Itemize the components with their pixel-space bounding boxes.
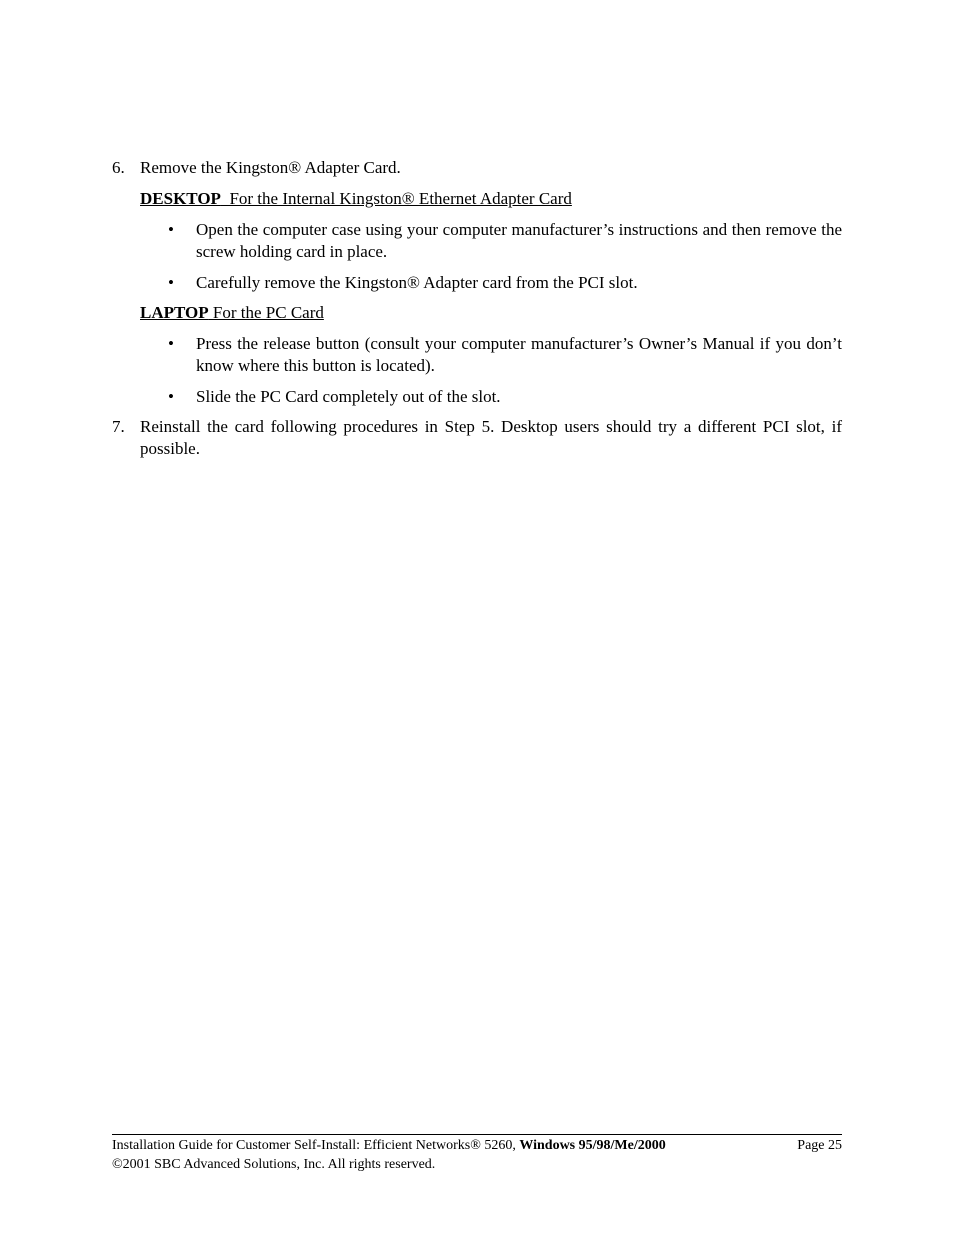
laptop-bullet-2 [168,386,842,408]
bullet-icon: • [168,220,174,239]
bullet-text: Press the release button (consult your computer manufacturer’s Owner’s Manual if you don’t know where this button is located). [196,334,842,375]
laptop-bullet-1 [168,333,842,377]
step-7 [112,416,842,460]
laptop-label: LAPTOP [140,303,209,322]
footer-guide-title [112,1136,666,1155]
bullet-text: Open the computer case using your computer manufacturer’s instructions and then remove the screw holding card in place. [196,220,842,261]
step-number: 6. [112,158,125,177]
desktop-title: For the Internal Kingston® Ethernet Adapter Card [220,189,572,208]
desktop-subheading [140,188,572,210]
footer-os-text: Windows 95/98/Me/2000 [519,1138,666,1153]
step-text: Reinstall the card following procedures in Step 5. Desktop users should try a different PCI slot, if possible. [140,417,842,458]
step-number: 7. [112,417,125,436]
bullet-icon: • [168,334,174,353]
desktop-bullet-2 [168,272,842,294]
bullet-text: Carefully remove the Kingston® Adapter card from the PCI slot. [196,273,638,292]
step-text: Remove the Kingston® Adapter Card. [140,158,401,177]
laptop-title: For the PC Card [208,303,324,322]
page-number: Page 25 [797,1138,842,1153]
footer-copyright: ©2001 SBC Advanced Solutions, Inc. All rights reserved. [112,1157,436,1172]
bullet-icon: • [168,273,174,292]
desktop-bullet-1 [168,219,842,263]
step-6 [112,157,842,179]
desktop-label: DESKTOP [140,189,221,208]
bullet-icon: • [168,387,174,406]
laptop-subheading [140,302,324,324]
bullet-text: Slide the PC Card completely out of the slot. [196,387,501,406]
page-footer [112,1134,842,1174]
footer-guide-text: Installation Guide for Customer Self-Install: Efficient Networks® 5260, [112,1138,520,1153]
